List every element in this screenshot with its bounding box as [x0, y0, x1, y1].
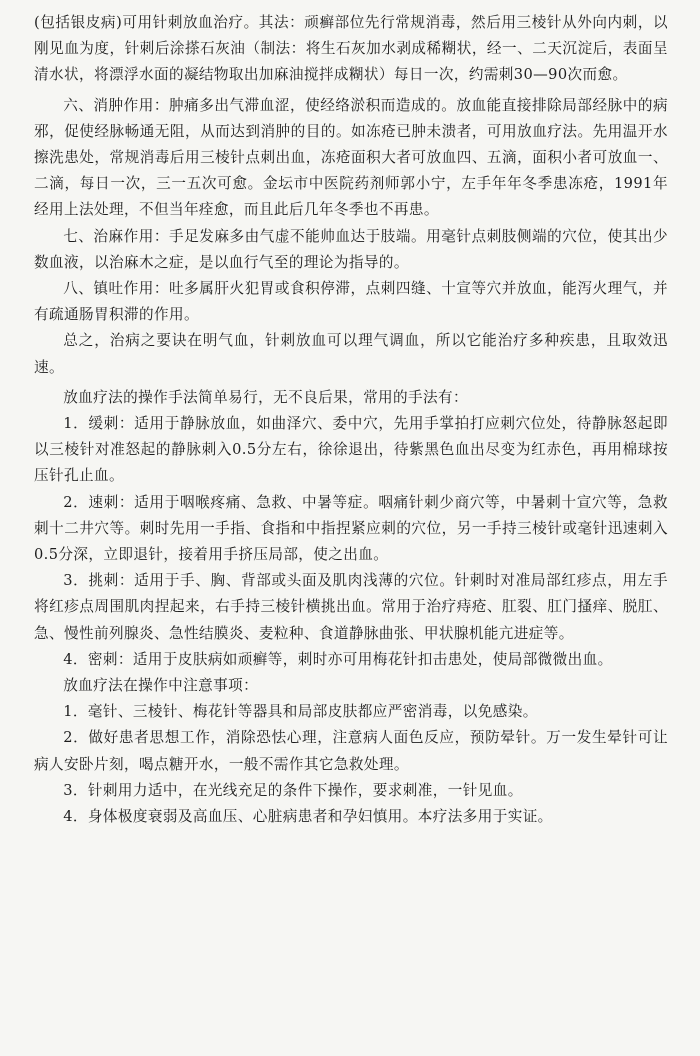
paragraph-note-4: 4．身体极度衰弱及高血压、心脏病患者和孕妇慎用。本疗法多用于实证。	[63, 808, 553, 826]
paragraph-vomiting: 八、镇吐作用：吐多属肝火犯胃或食积停滞，点刺四缝、十宣等穴并放血，能泻火理气，并有疏通肠胃积滞的作用。	[34, 280, 668, 324]
paragraph-method-slow: 1．缓刺：适用于静脉放血，如曲泽穴、委中穴，先用手掌拍打应刺穴位处，待静脉怒起即以三棱针对准怒起的静脉刺入0.5分左右，徐徐退出，待紫黑色血出尽变为红赤色，再用棉球按压针孔止血。	[34, 415, 668, 485]
paragraph-notes-intro: 放血疗法在操作中注意事项：	[63, 677, 259, 695]
paragraph-note-3: 3．针刺用力适中，在光线充足的条件下操作，要求刺准，一针见血。	[63, 781, 523, 799]
paragraph-note-1: 1．毫针、三棱针、梅花针等器具和局部皮肤都应严密消毒，以免感染。	[63, 703, 538, 721]
paragraph-method-pick: 3．挑刺：适用于手、胸、背部或头面及肌肉浅薄的穴位。针刺时对准局部红疹点，用左手将红疹点周围肌肉捏起来，右手持三棱针横挑出血。常用于治疗痔疮、肛裂、肛门搔痒、脱肛、急、慢性前列腺炎、急性结膜炎、麦粒种、食道静脉曲张、甲状腺机能亢进症等。	[34, 572, 668, 642]
paragraph-methods-intro: 放血疗法的操作手法简单易行，无不良后果，常用的手法有：	[63, 388, 469, 406]
paragraph-summary: 总之，治病之要诀在明气血，针刺放血可以理气调血，所以它能治疗多种疾患，且取效迅速。	[34, 332, 668, 376]
document-page	[34, 10, 668, 830]
paragraph-numbness: 七、治麻作用：手足发麻多由气虚不能帅血达于肢端。用毫针点刺肢侧端的穴位，使其出少数血液，以治麻木之症，是以血行气至的理论为指导的。	[34, 227, 668, 271]
paragraph-note-2: 2．做好患者思想工作，消除恐怯心理，注意病人面色反应，预防晕针。万一发生晕针可让病人安卧片刻，喝点糖开水，一般不需作其它急救处理。	[34, 729, 668, 773]
paragraph-method-fast: 2．速刺：适用于咽喉疼痛、急救、中暑等症。咽痛针刺少商穴等，中暑刺十宣穴等，急救刺十二井穴等。刺时先用一手指、食指和中指捏紧应刺的穴位，另一手持三棱针或毫针迅速刺入0.5分深，立即退针，接着用手挤压局部，使之出血。	[34, 493, 668, 564]
paragraph-continuation: (包括银皮病)可用针刺放血治疗。其法：顽癣部位先行常规消毒，然后用三棱针从外向内刺，以刚见血为度，针刺后涂搽石灰油（制法：将生石灰加水剥成稀糊状，经一、二天沉淀后，表面呈清水状，将漂浮水面的凝结物取出加麻油搅拌成糊状）每日一次，约需刺30—90次而愈。	[34, 14, 668, 84]
paragraph-method-dense: 4．密刺：适用于皮肤病如顽癣等，刺时亦可用梅花针扣击患处，使局部微微出血。	[63, 650, 613, 668]
paragraph-swelling: 六、消肿作用：肿痛多出气滞血涩，使经络淤积而造成的。放血能直接排除局部经脉中的病邪，促使经脉畅通无阻，从而达到消肿的目的。如冻疮已肿未溃者，可用放血疗法。先用温开水擦洗患处，常规消毒后用三棱针点刺出血，冻疮面积大者可放血四、五滴，面积小者可放血一、二滴，每日一次，三一五次可愈。金坛市中医院药剂师郭小宁，左手年年冬季患冻疮，1991年经用上法处理，不但当年痊愈，而且此后几年冬季也不再患。	[34, 96, 668, 219]
